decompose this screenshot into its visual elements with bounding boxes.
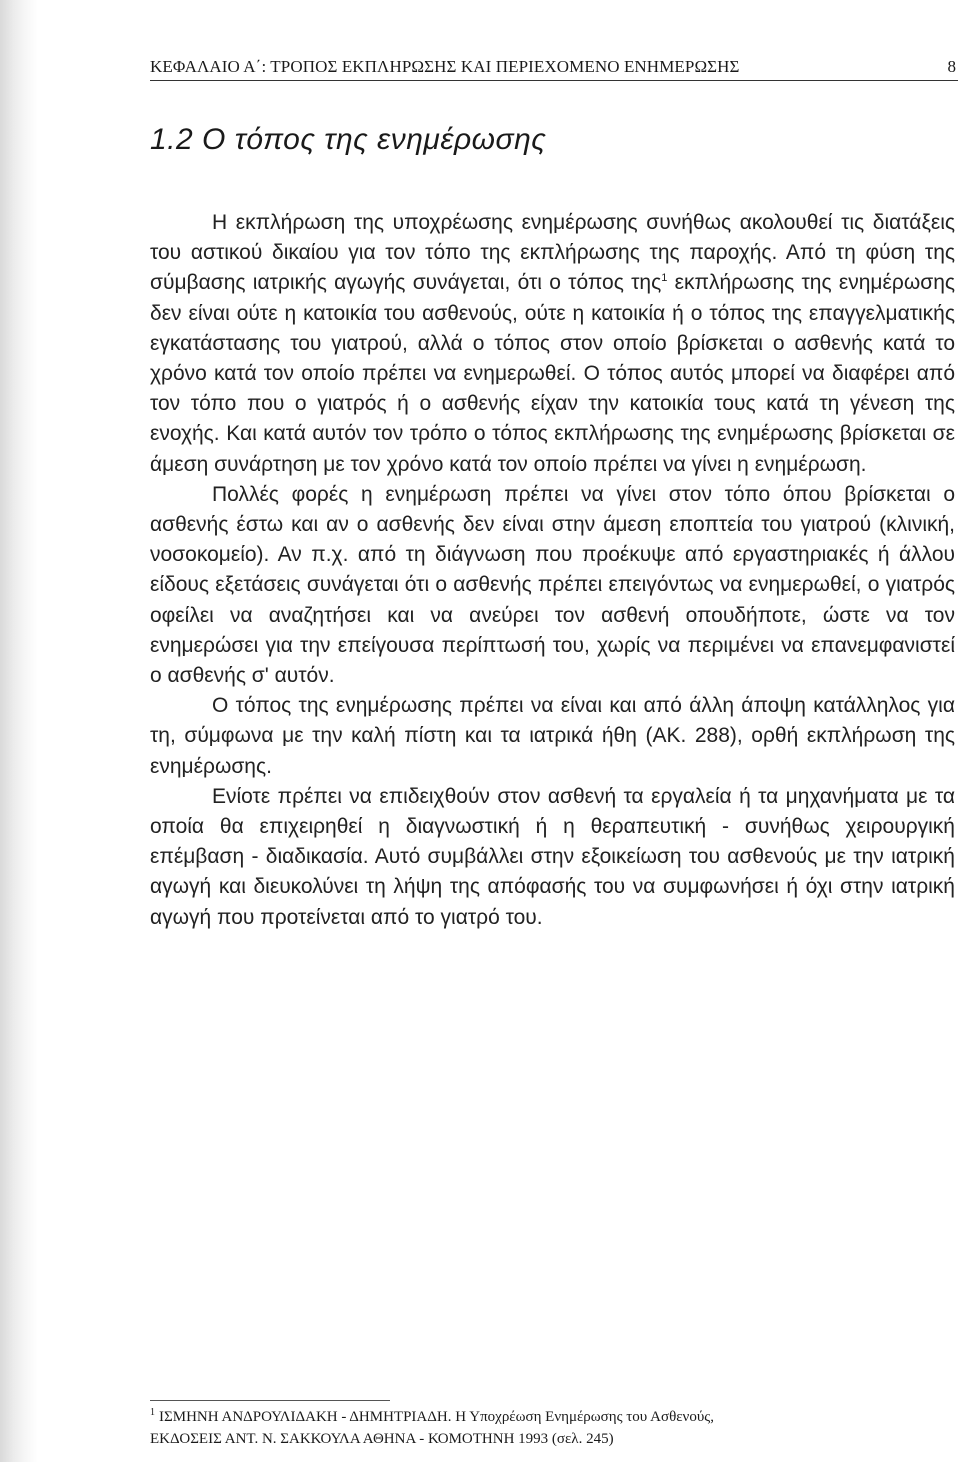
footnote	[150, 1406, 955, 1450]
chapter-title: ΚΕΦΑΛΑΙΟ Α΄: ΤΡΟΠΟΣ ΕΚΠΛΗΡΩΣΗΣ ΚΑΙ ΠΕΡΙΕΧΟΜΕΝΟ ΕΝΗΜΕΡΩΣΗΣ	[150, 57, 740, 76]
page-number: 8	[947, 57, 956, 76]
footnote-rule	[150, 1400, 390, 1401]
footnote-line-1	[150, 1406, 955, 1428]
paragraph-3: Ο τόπος της ενημέρωσης πρέπει να είναι και από άλλη άποψη κατάλληλος για τη, σύμφωνα με την καλή πίστη και τα ιατρικά ήθη (ΑΚ. 288), ορθή εκπλήρωση της ενημέρωσης.	[150, 694, 955, 778]
footnote-marker: 1	[150, 1407, 155, 1418]
footnote-line-2: ΕΚΔΟΣΕΙΣ ΑΝΤ. Ν. ΣΑΚΚΟΥΛΑ ΑΘΗΝΑ - ΚΟΜΟΤΗΝΗ 1993 (σελ. 245)	[150, 1431, 614, 1447]
footnote-citation: ΙΣΜΗΝΗ ΑΝΔΡΟΥΛΙΔΑΚΗ - ΔΗΜΗΤΡΙΑΔΗ. Η Υποχρέωση Ενημέρωσης του Ασθενούς,	[159, 1409, 714, 1425]
running-header	[150, 52, 958, 81]
section-heading: 1.2 Ο τόπος της ενημέρωσης	[150, 123, 547, 156]
paragraph-1	[150, 208, 955, 480]
page-binding-shadow	[0, 0, 38, 1462]
paragraph-1-text-b: εκπλήρωσης της ενημέρωσης δεν είναι ούτε η κατοικία του ασθενούς, ούτε η κατοικία ή ο τόπος της επαγγελματικής εγκατάστασης του γιατρού, αλλά ο τόπος στον οποίο βρίσκεται ο ασθενής κατά το χρόνο κατά τον οποίο πρέπει να ενημερωθεί. Ο τόπος αυτός μπορεί να διαφέρει από τον τόπο που ο γιατρός ή ο ασθενής είχαν την κατοικία τους κατά τη γένεση της ενοχής. Και κατά αυτόν τον τρόπο ο τόπος εκπλήρωσης της ενημέρωσης βρίσκεται σε άμεση συνάρτηση με τον χρόνο κατά τον οποίο πρέπει να γίνει η ενημέρωση.	[150, 271, 955, 476]
body-text	[150, 208, 955, 933]
paragraph-4: Ενίοτε πρέπει να επιδειχθούν στον ασθενή τα εργαλεία ή τα μηχανήματα με τα οποία θα επιχειρηθεί η διαγνωστική ή η θεραπευτική - συνήθως χειρουργική επέμβαση - διαδικασία. Αυτό συμβάλλει στην εξοικείωση του ασθενούς με την ιατρική αγωγή και διευκολύνει τη λήψη της απόφασής του να συμφωνήσει ή όχι στην ιατρική αγωγή που προτείνεται από το γιατρό του.	[150, 784, 955, 929]
paragraph-1-text-a: Η εκπλήρωση της υποχρέωσης ενημέρωσης συνήθως ακολουθεί τις διατάξεις του αστικού δικαίου για τον τόπο της εκπλήρωσης της παροχής. Από τη φύση της σύμβασης ιατρικής αγωγής συνάγεται, ότι ο τόπος της	[150, 211, 955, 295]
paragraph-2: Πολλές φορές η ενημέρωση πρέπει να γίνει στον τόπο όπου βρίσκεται ο ασθενής έστω και αν ο ασθενής δεν είναι στην άμεση εποπτεία του γιατρού (κλινική, νοσοκομείο). Αν π.χ. από τη διάγνωση που προέκυψε από εργαστηριακές ή άλλου είδους εξετάσεις συνάγεται ότι ο ασθενής πρέπει επειγόντως να ενημερωθεί, ο γιατρός οφείλει να αναζητήσει και να ανεύρει τον ασθενή οπουδήποτε, ώστε να τον ενημερώσει για την επείγουσα περίπτωσή του, χωρίς να περιμένει να επανεμφανιστεί ο ασθενής σ' αυτόν.	[150, 482, 955, 688]
footnote-reference[interactable]: 1	[661, 272, 668, 285]
